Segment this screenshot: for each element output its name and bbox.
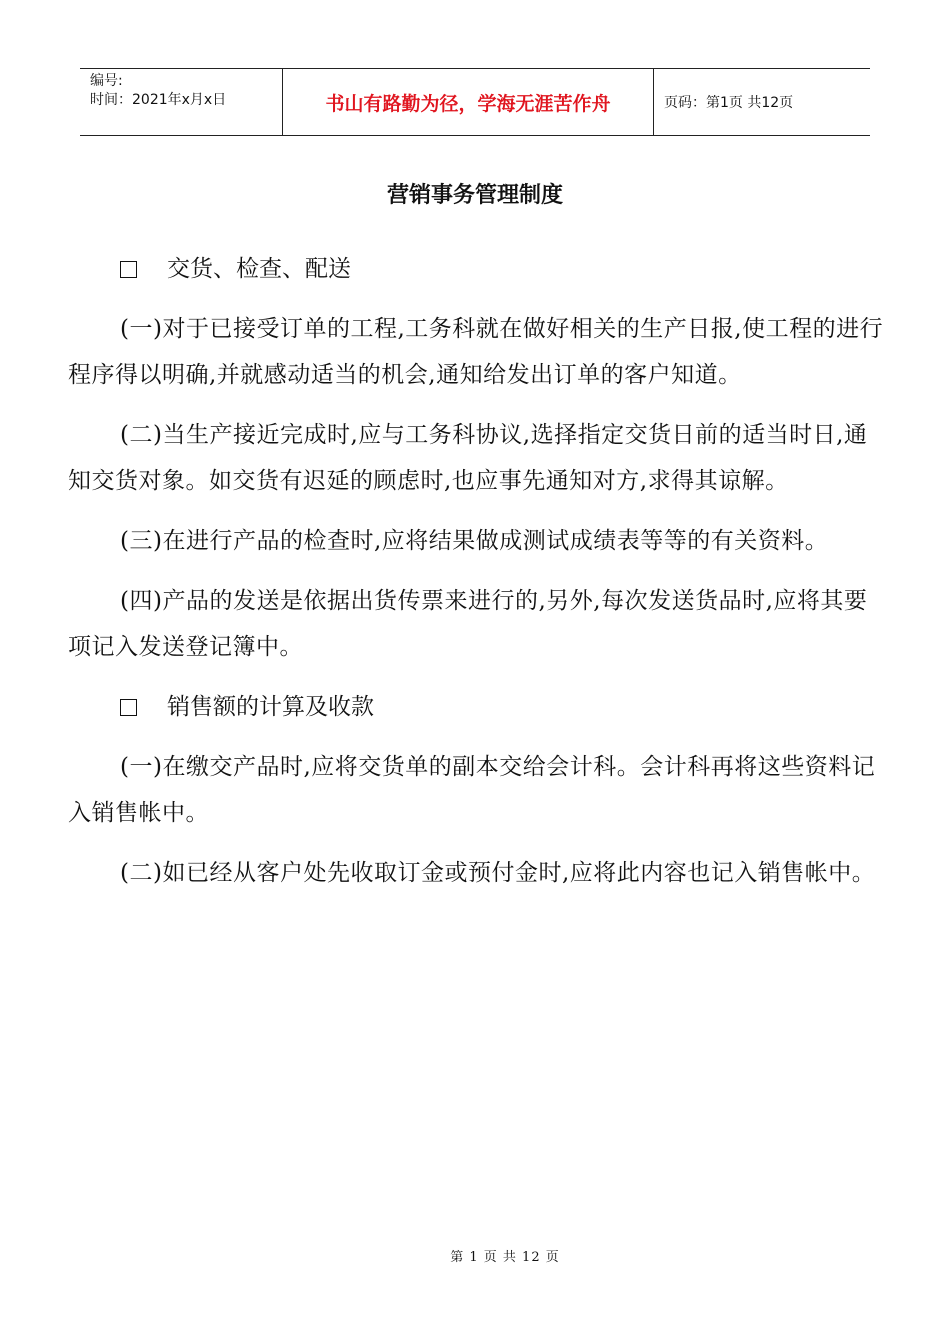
time-label: 时间：2021年x月x日: [90, 92, 227, 108]
document-title: 营销事务管理制度: [386, 183, 563, 208]
paragraph: (二)当生产接近完成时,应与工务科协议,选择指定交货日前的适当时日,通知交货对象。如交货有迟延的顾虑时,也应事先通知对方,求得其谅解。: [68, 422, 868, 494]
paragraph: (一)对于已接受订单的工程,工务科就在做好相关的生产日报,使工程的进行程序得以明确,并就感动适当的机会,通知给发出订单的客户知道。: [68, 316, 884, 388]
document-body: [68, 246, 890, 910]
page-footer: [0, 1246, 950, 1265]
section-heading-text: 交货、检查、配送: [167, 256, 351, 282]
section-heading: [68, 684, 890, 730]
paragraph: (四)产品的发送是依据出货传票来进行的,另外,每次发送货品时,应将其要项记入发送登记簿中。: [68, 588, 868, 660]
header-motto: 书山有路勤为径，学海无涯苦作舟: [282, 69, 654, 135]
paragraph: (一)在缴交产品时,应将交货单的副本交给会计科。会计科再将这些资料记入销售帐中。: [68, 754, 876, 826]
header-meta: [80, 69, 282, 135]
checkbox-bullet-icon: [120, 699, 137, 716]
footer-page-number: 第 1 页 共 12 页: [450, 1250, 560, 1265]
header-page-info: 页码：第1页 共12页: [664, 95, 794, 111]
paragraph: (二)如已经从客户处先收取订金或预付金时,应将此内容也记入销售帐中。: [120, 860, 876, 886]
code-label: 编号:: [90, 73, 123, 89]
checkbox-bullet-icon: [120, 261, 137, 278]
page-header: [80, 68, 870, 136]
paragraph: (三)在进行产品的检查时,应将结果做成测试成绩表等等的有关资料。: [120, 528, 829, 554]
section-heading-text: 销售额的计算及收款: [167, 694, 374, 720]
section-heading: [68, 246, 890, 292]
